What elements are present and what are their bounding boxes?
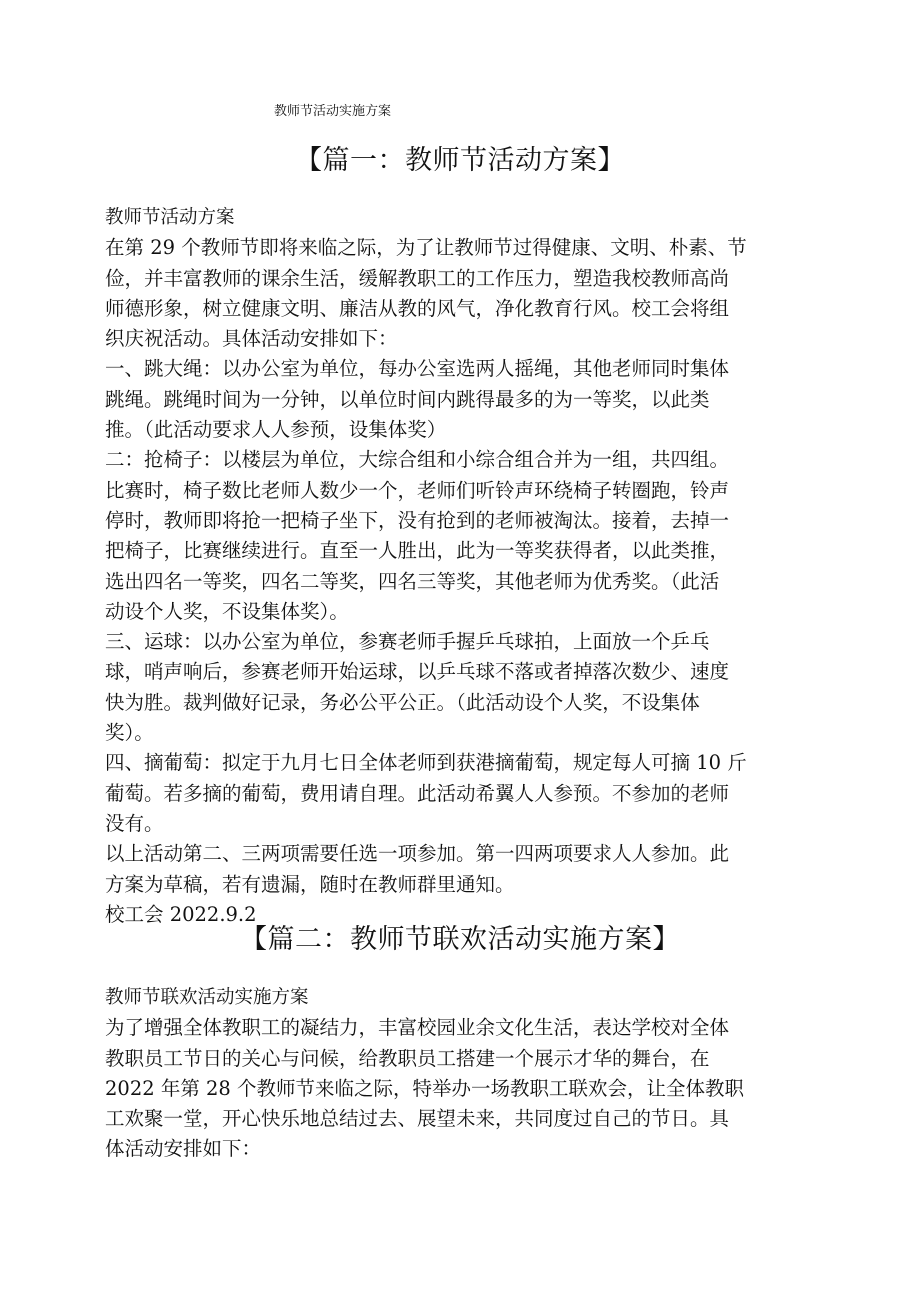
- body-line: 没有。: [105, 811, 164, 835]
- body-line: 在第 29 个教师节即将来临之际，为了让教师节过得健康、文明、朴素、节: [105, 236, 747, 260]
- body-line: 四、摘葡萄：拟定于九月七日全体老师到获港摘葡萄，规定每人可摘 10 斤: [105, 751, 747, 775]
- body-line: 奖）。: [105, 721, 154, 745]
- body-line: 推。（此活动要求人人参预，设集体奖）: [105, 418, 447, 442]
- body-line: 教职员工节日的关心与问候，给教职员工搭建一个展示才华的舞台，在: [105, 1046, 710, 1070]
- body-line: 葡萄。若多摘的葡萄，费用请自理。此活动希翼人人参预。不参加的老师: [105, 781, 730, 805]
- body-line: 选出四名一等奖，四名二等奖，四名三等奖，其他老师为优秀奖。（此活: [105, 569, 720, 593]
- section-2-title: 【篇二：教师节联欢活动实施方案】: [240, 924, 680, 955]
- body-line: 停时，教师即将抢一把椅子坐下，没有抢到的老师被淘汰。接着，去掉一: [105, 508, 730, 532]
- body-line: 俭，并丰富教师的课余生活，缓解教职工的工作压力，塑造我校教师高尚: [105, 266, 730, 290]
- body-line: 2022 年第 28 个教师节来临之际，特举办一场教职工联欢会，让全体教职: [105, 1076, 745, 1100]
- section-1-title: 【篇一：教师节活动方案】: [295, 145, 625, 176]
- body-line: 为了增强全体教职工的凝结力，丰富校园业余文化生活，表达学校对全体: [105, 1016, 730, 1040]
- section-1-body: [105, 203, 815, 930]
- body-line: 体活动安排如下：: [105, 1137, 262, 1161]
- body-line: 球，哨声响后，参赛老师开始运球，以乒乓球不落或者掉落次数少、速度: [105, 660, 730, 684]
- body-line: 一、跳大绳：以办公室为单位，每办公室选两人摇绳，其他老师同时集体: [105, 357, 730, 381]
- body-line: 以上活动第二、三两项需要任选一项参加。第一四两项要求人人参加。此: [105, 842, 730, 866]
- body-line: 师德形象，树立健康文明、廉洁从教的风气，净化教育行风。校工会将组: [105, 296, 730, 320]
- body-line: 二：抢椅子：以楼层为单位，大综合组和小综合组合并为一组，共四组。: [105, 448, 730, 472]
- body-line: 比赛时，椅子数比老师人数少一个，老师们听铃声环绕椅子转圈跑，铃声: [105, 478, 730, 502]
- body-line: 把椅子，比赛继续进行。直至一人胜出，此为一等奖获得者，以此类推，: [105, 539, 730, 563]
- body-line: 方案为草稿，若有遗漏，随时在教师群里通知。: [105, 872, 515, 896]
- body-line: 工欢聚一堂，开心快乐地总结过去、展望未来，共同度过自己的节日。具: [105, 1107, 730, 1131]
- section-1-subheading: 教师节活动方案: [105, 207, 235, 228]
- body-line: 跳绳。跳绳时间为一分钟，以单位时间内跳得最多的为一等奖，以此类: [105, 387, 710, 411]
- signature-date-line: 校工会 2022.9.2: [105, 902, 257, 926]
- body-line: 快为胜。裁判做好记录，务必公平公正。（此活动设个人奖，不设集体: [105, 690, 700, 714]
- body-line: 三、运球：以办公室为单位，参赛老师手握乒乓球拍，上面放一个乒乓: [105, 630, 710, 654]
- body-line: 织庆祝活动。具体活动安排如下：: [105, 327, 398, 351]
- body-line: 动设个人奖，不设集体奖）。: [105, 599, 349, 623]
- section-2-body: [105, 983, 815, 1165]
- running-header: 教师节活动实施方案: [274, 104, 392, 119]
- section-2-subheading: 教师节联欢活动实施方案: [105, 987, 309, 1008]
